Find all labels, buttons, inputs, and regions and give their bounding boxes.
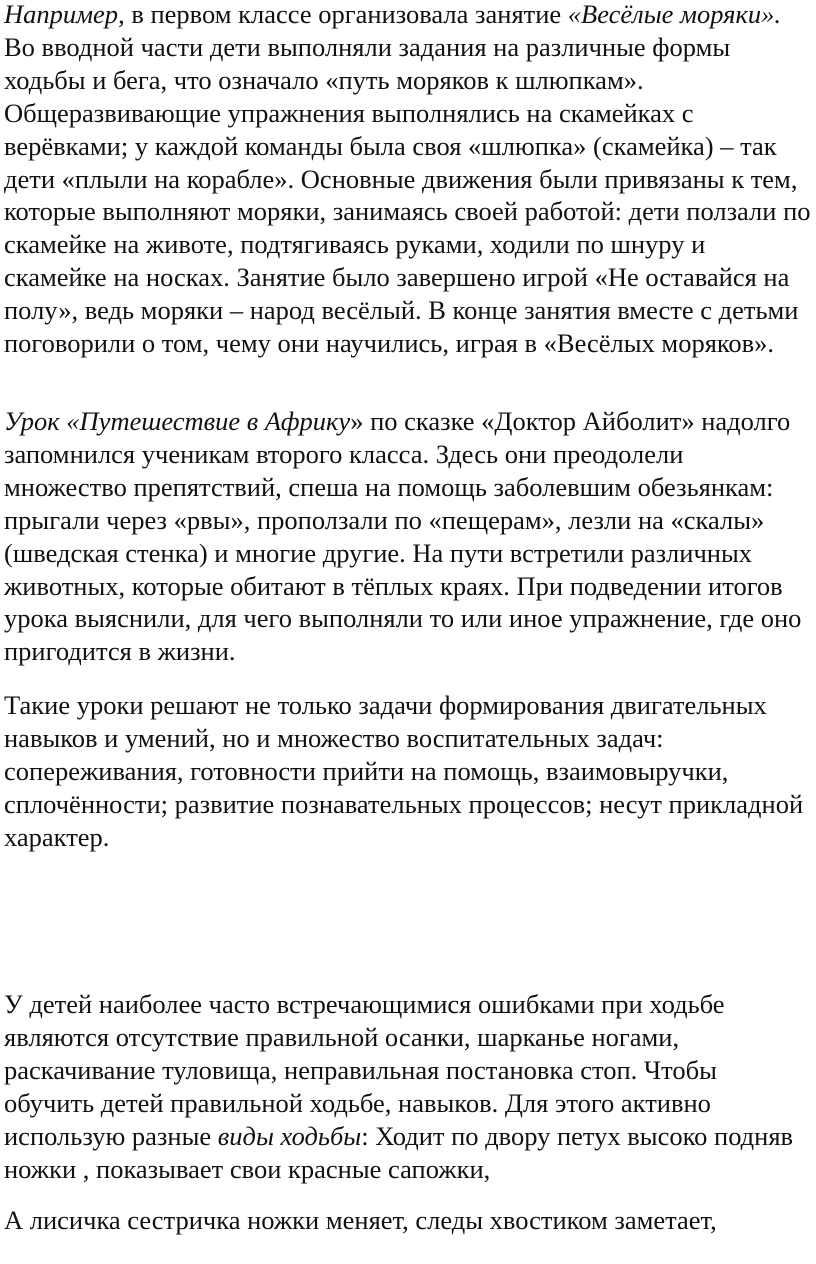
italic-lesson-title: «Весёлые моряки». [567,0,781,29]
paragraph-africa-trip [4,405,812,668]
paragraph-fox-rhyme [4,1204,812,1237]
paragraph-merry-sailors [4,0,812,360]
paragraph-text: , в первом классе организовала занятие [118,0,568,29]
paragraph-lesson-goals [4,689,812,854]
paragraph-text: Такие уроки решают не только задачи формирования двигательных навыков и умений, но и множество воспитательных задач: сопереживания, готовности прийти на помощь, взаимовыручки, сплочённости; развитие познавательных процессов; несут прикладной характер. [4,690,804,852]
paragraph-text: » по сказке «Доктор Айболит» надолго запомнился ученикам второго класса. Здесь они преодолели множество препятствий, спеша на помощь заболевшим обезьянкам: прыгали через «рвы», проползали по «пещерам», лезли на «скалы» (шведская стенка) и многие другие. На пути встретили различных животных, которые обитают в тёплых краях. При подведении итогов урока выяснили, для чего выполняли то или иное упражнение, где оно пригодится в жизни. [4,406,802,667]
paragraph-walking-errors [4,988,812,1185]
italic-lesson-title: Урок «Путешествие в Африку [4,406,351,436]
paragraph-text: У детей наиболее часто встречающимися ошибками при ходьбе являются отсутствие правильной осанки, шарканье ногами, раскачивание туловища, неправильная постановка стоп. Чтобы обучить детей правильной ходьбе, навыков. Для этого активно использую разные [4,989,725,1151]
italic-lead-for-example: Например [4,0,119,29]
paragraph-text: Во вводной части дети выполняли задания на различные формы ходьбы и бега, что означало «путь моряков к шлюпкам». Общеразвивающие упражнения выполнялись на скамейках с верёвками; у каждой команды была своя «шлюпка» (скамейка) – так дети «плыли на корабле». Основные движения были привязаны к тем, которые выполняют моряки, занимаясь своей работой: дети ползали по скамейке на животе, подтягиваясь руками, ходили по шнуру и скамейке на носках. Занятие было завершено игрой «Не оставайся на полу», ведь моряки – народ весёлый. В конце занятия вместе с детьми поговорили о том, чему они научились, играя в «Весёлых моряков». [4,31,811,359]
paragraph-text: А лисичка сестричка ножки меняет, следы хвостиком заметает, [4,1205,717,1235]
paragraph-text: : Ходит по двору петух высоко подняв ножки , показывает свои красные сапожки, [4,1120,794,1184]
italic-walking-types: виды ходьбы [217,1120,362,1151]
